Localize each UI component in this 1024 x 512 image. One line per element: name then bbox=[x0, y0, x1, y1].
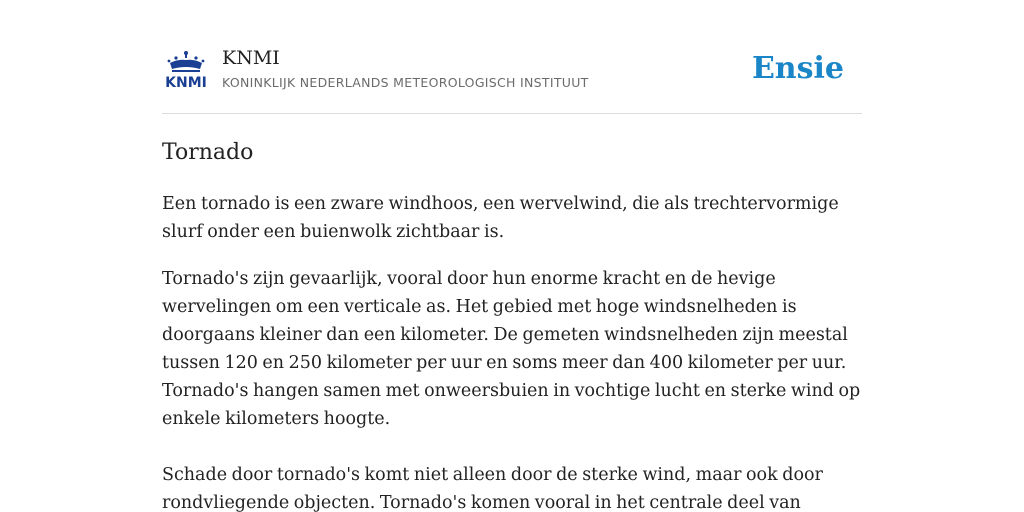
article-paragraph: Een tornado is een zware windhoos, een wervelwind, die als trechtervormige slurf onder een buienwolk zichtbaar is. bbox=[162, 194, 839, 242]
org-full-name: KONINKLIJK NEDERLANDS METEOROLOGISCH INSTITUUT bbox=[222, 75, 589, 90]
page bbox=[162, 0, 862, 512]
article-paragraph: Schade door tornado's komt niet alleen door de sterke wind, maar ook door rondvliegende objecten. Tornado's komen vooral in het centrale deel van bbox=[162, 465, 823, 512]
article bbox=[162, 138, 862, 512]
article-paragraph: Tornado's zijn gevaarlijk, vooral door hun enorme kracht en de hevige wervelingen om een verticale as. Het gebied met hoge windsnelheden is doorgaans kleiner dan een kilometer. De gemeten windsnelheden zijn meestal tussen 120 en 250 kilometer per uur en soms meer dan 400 kilometer per uur. Tornado's hangen samen met onweersbuien in vochtige lucht en sterke wind op enkele kilometers hoogte. bbox=[162, 269, 861, 429]
knmi-logo[interactable] bbox=[164, 50, 208, 90]
logo-text: KNMI bbox=[165, 75, 207, 90]
site-header bbox=[162, 0, 862, 114]
article-title: Tornado bbox=[162, 140, 254, 165]
brand-logo[interactable]: Ensie bbox=[751, 51, 844, 86]
org-short-name: KNMI bbox=[222, 47, 280, 69]
